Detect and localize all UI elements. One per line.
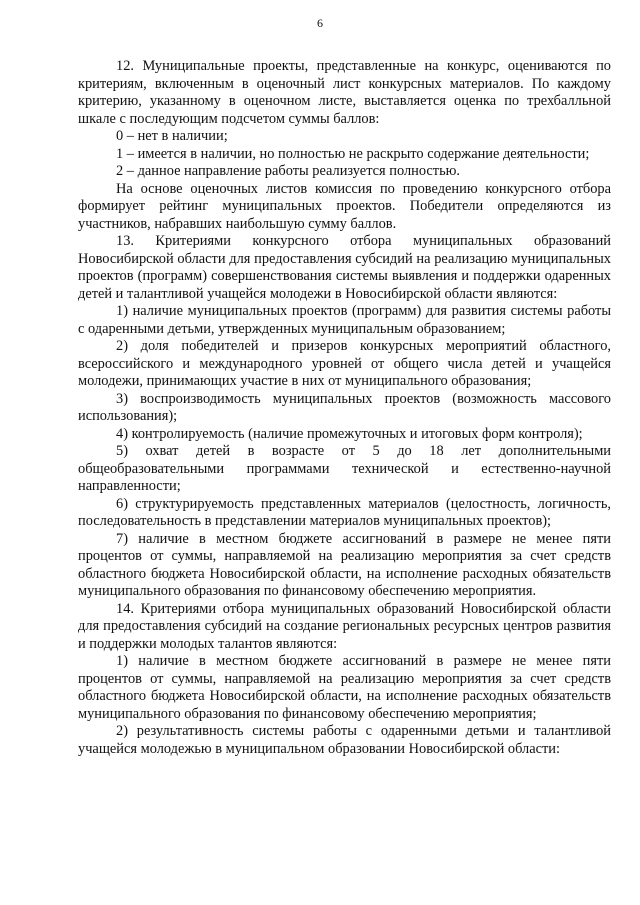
page-number: 6 xyxy=(317,16,323,30)
paragraph-14-intro: 14. Критериями отбора муниципальных образований Новосибирской области для предоставления субсидий на создание региональных ресурсных центров развития и поддержки молодых талантов являются: xyxy=(78,600,611,652)
paragraph-13-intro: 13. Критериями конкурсного отбора муниципальных образований Новосибирской области для предоставления субсидий на реализацию муниципальных проектов (программ) совершенствования системы выявления и поддержки одаренных детей и талантливой учащейся молодежи в Новосибирской области являются: xyxy=(78,233,611,302)
criterion-13-6: 6) структурируемость представленных материалов (целостность, логичность, последовательность в представлении материалов муниципальных проектов); xyxy=(78,495,611,529)
score-1-item: 1 – имеется в наличии, но полностью не раскрыто содержание деятельности; xyxy=(116,145,590,162)
paragraph-12-intro: 12. Муниципальные проекты, представленные на конкурс, оцениваются по критериям, включенным в оценочный лист конкурсных материалов. По каждому критерию, указанному в оценочном листе, выставляется оценка по трехбалльной шкале с последующим подсчетом суммы баллов: xyxy=(78,58,611,127)
score-2-item: 2 – данное направление работы реализуется полностью. xyxy=(116,163,460,179)
criterion-13-2: 2) доля победителей и призеров конкурсных мероприятий областного, всероссийского и международного уровней от общего числа детей и учащейся молодежи, принимающих участие в них от муниципального образования; xyxy=(78,338,611,389)
rating-paragraph: На основе оценочных листов комиссия по проведению конкурсного отбора формирует рейтинг муниципальных проектов. Победители определяются из участников, набравших наибольшую сумму баллов. xyxy=(78,180,611,232)
criterion-13-3: 3) воспроизводимость муниципальных проектов (возможность массового использования); xyxy=(78,390,611,424)
score-0-item: 0 – нет в наличии; xyxy=(116,128,228,144)
criterion-13-5: 5) охват детей в возрасте от 5 до 18 лет дополнительными общеобразовательными программами технической и естественно-научной направленности; xyxy=(78,443,611,494)
criterion-13-7: 7) наличие в местном бюджете ассигнований в размере не менее пяти процентов от суммы, направляемой на реализацию мероприятия за счет средств областного бюджета Новосибирской области, на исполнение расходных обязательств муниципального образования по финансовому обеспечению мероприятия. xyxy=(78,530,611,599)
criterion-13-4: 4) контролируемость (наличие промежуточных и итоговых форм контроля); xyxy=(116,425,583,442)
criterion-14-2: 2) результативность системы работы с одаренными детьми и талантливой учащейся молодежью в муниципальном образовании Новосибирской области: xyxy=(78,723,611,757)
criterion-14-1: 1) наличие в местном бюджете ассигнований в размере не менее пяти процентов от суммы, направляемой на реализацию мероприятия за счет средств областного бюджета Новосибирской области, на исполнение расходных обязательств муниципального образования по финансовому обеспечению мероприятия; xyxy=(78,653,611,722)
criterion-13-1: 1) наличие муниципальных проектов (программ) для развития системы работы с одаренными детьми, утвержденных муниципальным образованием; xyxy=(78,303,611,337)
document-body xyxy=(78,58,611,758)
